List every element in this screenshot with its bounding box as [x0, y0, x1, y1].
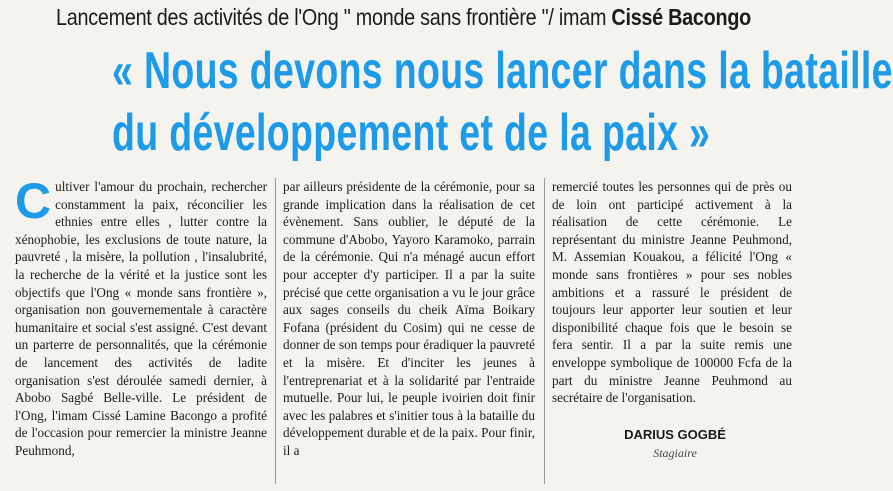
article-headline	[0, 40, 893, 164]
byline-role: Stagiaire	[653, 446, 697, 460]
column-divider	[544, 178, 545, 484]
headline-line-1: « Nous devons nous lancer dans la bataille	[112, 42, 893, 100]
headline-line-2: du développement et de la paix »	[112, 104, 711, 162]
byline-author: DARIUS GOGBÉ	[624, 427, 726, 442]
column-2-text: par ailleurs présidente de la cérémonie, pour sa grande implication dans la réalisation de cet évènement. Sans oublier, le député de la commune d'Abobo, Yayoro Karamoko, parrain de la cérémonie. Qui n'a ménagé aucun effort pour accepter d'y participer. Il a par la suite précisé que cette organisation a vu le jour grâce aux sages conseils du cheik Aïma Boikary Fofana (président du Cosim) qui ne cesse de donner de son temps pour éradiquer la pauvreté et la misère. Et d'inciter les jeunes à l'entreprenariat et à la solidarité par l'entraide mutuelle. Pour lui, le peuple ivoirien doit finir avec les palabres et s'initier tous à la bataille du développement durable et de la paix. Pour finir, il a	[283, 179, 535, 458]
column-1-text: ultiver l'amour du prochain, rechercher constamment la paix, réconcilier les ethnies entre elles , lutter contre la xénophobie, les exclusions de toute nature, la pauvreté , la misère, la pollution , l'insalubrité, la recherche de la vérité et la justice sont les objectifs que l'Ong « monde sans frontière », organisation non gouvernementale à caractère humanitaire et social s'est assigné. C'est devant un parterre de personnalités, que la cérémonie de lancement des activités de ladite organisation s'est déroulée samedi dernier, à Abobo Sagbé Belle-ville. Le président de l'Ong, l'imam Cissé Lamine Bacongo a profité de l'occasion pour remercier la ministre Jeanne Peuhmond,	[15, 179, 267, 458]
kicker-text: Lancement des activités de l'Ong " monde sans frontière "/ imam	[56, 4, 607, 30]
column-3-text: remercié toutes les personnes qui de près ou de loin ont participé activement à la réalisation de cette cérémonie. Le représentant du ministre Jeanne Peuhmond, M. Assemian Kouakou, a félicité l'Ong « monde sans frontières » pour ses nobles ambitions et a rassuré le président de toujours leur apporter leur soutien et leur disponibilité chaque fois que le besoin se fera sentir. Il a par la suite remis une enveloppe symbolique de 100000 Fcfa de la part du ministre Jeanne Peuhmond au secrétaire de l'organisation.	[552, 179, 792, 406]
drop-cap: C	[15, 173, 52, 229]
article-kicker	[56, 4, 751, 34]
article-column-3	[552, 178, 792, 491]
kicker-name: Cissé Bacongo	[611, 4, 751, 30]
article-column-2	[283, 178, 535, 491]
column-divider	[275, 178, 276, 484]
article-column-1	[15, 173, 267, 491]
